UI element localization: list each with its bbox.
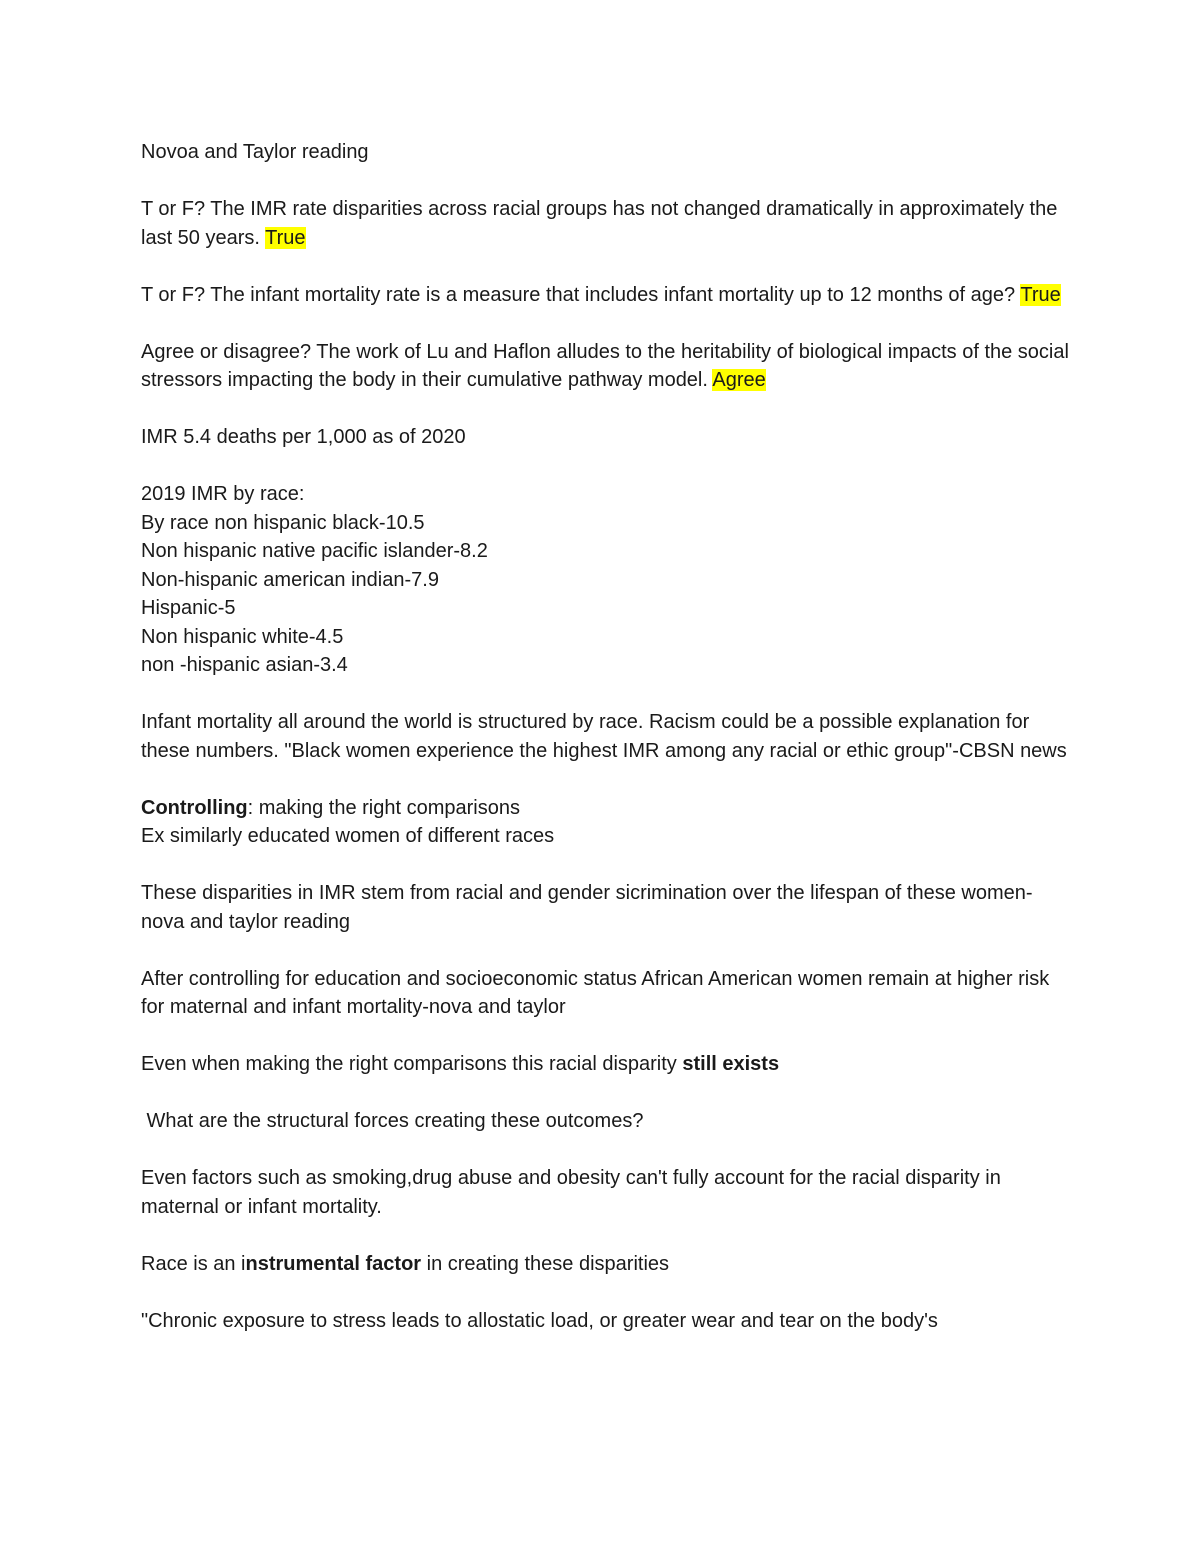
question-2-text: T or F? The infant mortality rate is a measure that includes infant mortality up to 12 months of age? <box>141 283 1021 306</box>
document-title: Novoa and Taylor reading <box>141 141 369 163</box>
controlling-term: Controlling <box>141 796 248 819</box>
controlling-example: Ex similarly educated women of different races <box>141 825 555 847</box>
chronic-exposure-line: "Chronic exposure to stress leads to allostatic load, or greater wear and tear on the body's <box>141 1309 938 1332</box>
imr-by-race-heading: 2019 IMR by race: <box>141 483 305 505</box>
after-controlling-paragraph: After controlling for education and socioeconomic status African American women remain at higher risk for maternal and infant mortality-nova and taylor <box>141 967 1050 1018</box>
controlling-def-text: : making the right comparisons <box>247 796 520 819</box>
still-exists-bold: still exists <box>682 1053 780 1075</box>
still-exists-paragraph <box>141 1050 1071 1079</box>
still-exists-text: Even when making the right comparisons this racial disparity <box>141 1053 683 1075</box>
list-item: Hispanic-5 <box>141 597 236 619</box>
controlling-definition <box>141 794 1071 823</box>
list-item: Non-hispanic american indian-7.9 <box>141 568 439 591</box>
question-1 <box>141 195 1071 252</box>
instrumental-prefix: Race is an i <box>141 1252 246 1275</box>
question-1-answer: True <box>265 226 306 249</box>
list-item: Non hispanic white-4.5 <box>141 625 344 648</box>
imr-by-race-block <box>141 480 1071 680</box>
infant-mortality-paragraph: Infant mortality all around the world is structured by race. Racism could be a possible explanation for these numbers. "Black women experience the highest IMR among any racial or ethic group"-CBSN news <box>141 711 1067 762</box>
imr-overall: IMR 5.4 deaths per 1,000 as of 2020 <box>141 426 466 448</box>
question-3-answer: Agree <box>712 369 766 391</box>
question-2 <box>141 281 1071 310</box>
list-item: non -hispanic asian-3.4 <box>141 654 348 676</box>
instrumental-suffix: in creating these disparities <box>421 1252 670 1275</box>
list-item: By race non hispanic black-10.5 <box>141 511 425 534</box>
question-2-answer: True <box>1020 283 1061 306</box>
question-3-text: Agree or disagree? The work of Lu and Haflon alludes to the heritability of biological impacts of the social stressors impacting the body in their cumulative pathway model. <box>141 340 1069 391</box>
disparities-paragraph: These disparities in IMR stem from racial and gender sicrimination over the lifespan of these women-nova and taylor reading <box>141 882 1033 933</box>
factors-paragraph: Even factors such as smoking,drug abuse and obesity can't fully account for the racial disparity in maternal or infant mortality. <box>141 1167 1001 1218</box>
structural-forces-question: What are the structural forces creating these outcomes? <box>141 1110 644 1132</box>
instrumental-bold: nstrumental factor <box>245 1252 422 1275</box>
document-body <box>141 138 1071 1364</box>
instrumental-factor-paragraph <box>141 1250 1071 1279</box>
list-item: Non hispanic native pacific islander-8.2 <box>141 540 488 562</box>
question-1-text: T or F? The IMR rate disparities across racial groups has not changed dramatically in approximately the last 50 years. <box>141 198 1058 249</box>
controlling-block <box>141 794 1071 851</box>
question-3 <box>141 338 1071 395</box>
